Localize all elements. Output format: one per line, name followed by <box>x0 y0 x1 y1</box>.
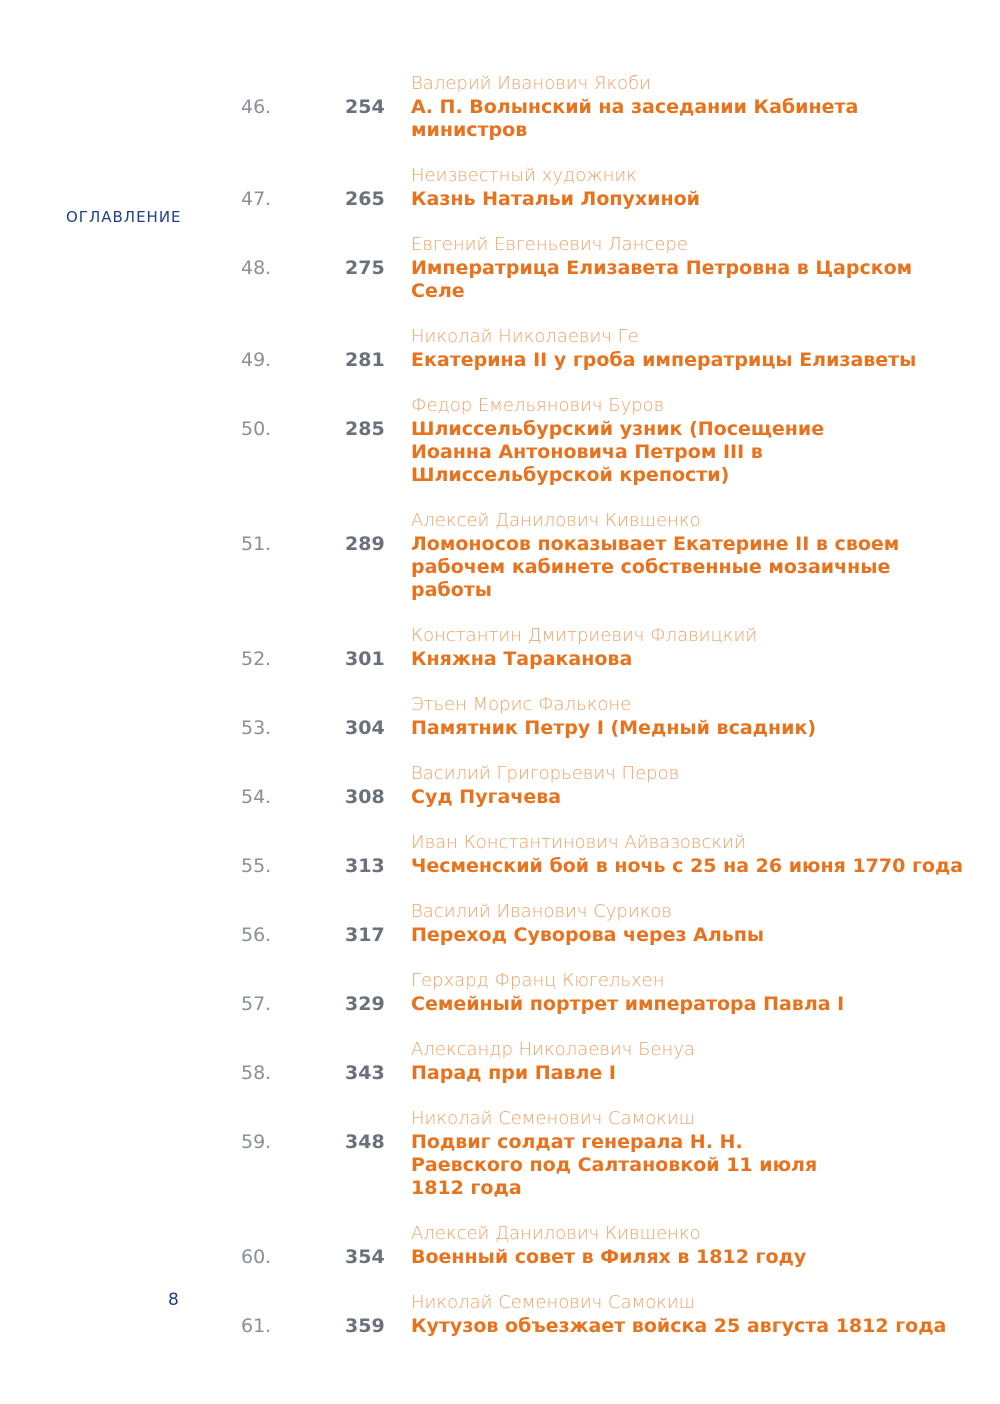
entry-author: Евгений Евгеньевич Лансере <box>411 234 688 255</box>
table-of-contents <box>0 72 1000 1360</box>
entry-page: 304 <box>345 717 385 739</box>
entry-title: Военный совет в Филях в 1812 году <box>411 1246 807 1268</box>
entry-author: Федор Емельянович Буров <box>411 395 665 416</box>
toc-entry[interactable] <box>0 762 1000 809</box>
entry-title: Памятник Петру I (Медный всадник) <box>411 717 817 739</box>
entry-author: Николай Семенович Самокиш <box>411 1292 696 1313</box>
entry-page: 313 <box>345 855 385 877</box>
entry-number: 56. <box>241 924 272 946</box>
entry-page: 317 <box>345 924 385 946</box>
entry-title: Семейный портрет императора Павла I <box>411 993 845 1015</box>
entry-author: Василий Иванович Суриков <box>411 901 672 922</box>
entry-number: 58. <box>241 1062 272 1084</box>
entry-page: 308 <box>345 786 385 808</box>
entry-page: 343 <box>345 1062 385 1084</box>
toc-entry[interactable] <box>0 72 1000 142</box>
entry-number: 48. <box>241 257 272 279</box>
entry-title: Чесменский бой в ночь с 25 на 26 июня 1770 года <box>411 855 964 877</box>
entry-author: Герхард Франц Кюгельхен <box>411 970 665 991</box>
entry-page: 354 <box>345 1246 385 1268</box>
section-title: ОГЛАВЛЕНИЕ <box>66 208 182 226</box>
toc-entry[interactable] <box>0 233 1000 303</box>
entry-title: Кутузов объезжает войска 25 августа 1812 года <box>411 1315 947 1337</box>
entry-title: Подвиг солдат генерала Н. Н. Раевского под Салтановкой 11 июля 1812 года <box>411 1131 818 1199</box>
entry-page: 285 <box>345 418 385 440</box>
entry-number: 54. <box>241 786 272 808</box>
entry-title: А. П. Волынский на заседании Кабинета министров <box>411 96 859 141</box>
entry-number: 46. <box>241 96 272 118</box>
toc-entry[interactable] <box>0 693 1000 740</box>
entry-number: 59. <box>241 1131 272 1153</box>
entry-author: Неизвестный художник <box>411 165 637 186</box>
entry-author: Алексей Данилович Кившенко <box>411 1223 701 1244</box>
entry-author: Валерий Иванович Якоби <box>411 73 652 94</box>
entry-author: Константин Дмитриевич Флавицкий <box>411 625 758 646</box>
toc-entry[interactable] <box>0 831 1000 878</box>
toc-entry[interactable] <box>0 1038 1000 1085</box>
entry-page: 289 <box>345 533 385 555</box>
entry-number: 57. <box>241 993 272 1015</box>
entry-page: 265 <box>345 188 385 210</box>
entry-page: 329 <box>345 993 385 1015</box>
entry-number: 53. <box>241 717 272 739</box>
entry-author: Василий Григорьевич Перов <box>411 763 680 784</box>
toc-entry[interactable] <box>0 1107 1000 1200</box>
entry-author: Александр Николаевич Бенуа <box>411 1039 695 1060</box>
entry-title: Казнь Натальи Лопухиной <box>411 188 700 210</box>
entry-title: Княжна Тараканова <box>411 648 633 670</box>
toc-entry[interactable] <box>0 394 1000 487</box>
toc-entry[interactable] <box>0 900 1000 947</box>
entry-author: Иван Константинович Айвазовский <box>411 832 746 853</box>
page-number: 8 <box>168 1290 179 1310</box>
toc-entry[interactable] <box>0 509 1000 602</box>
entry-title: Парад при Павле I <box>411 1062 616 1084</box>
entry-number: 55. <box>241 855 272 877</box>
entry-number: 49. <box>241 349 272 371</box>
entry-title: Императрица Елизавета Петровна в Царском Селе <box>411 257 913 302</box>
entry-number: 51. <box>241 533 272 555</box>
entry-author: Николай Семенович Самокиш <box>411 1108 696 1129</box>
entry-title: Шлиссельбурский узник (Посещение Иоанна Антоновича Петром III в Шлиссельбурской крепости) <box>411 418 825 486</box>
entry-page: 301 <box>345 648 385 670</box>
entry-page: 254 <box>345 96 385 118</box>
entry-number: 52. <box>241 648 272 670</box>
entry-author: Алексей Данилович Кившенко <box>411 510 701 531</box>
toc-entry[interactable] <box>0 325 1000 372</box>
entry-number: 47. <box>241 188 272 210</box>
toc-entry[interactable] <box>0 969 1000 1016</box>
entry-number: 50. <box>241 418 272 440</box>
entry-author: Этьен Морис Фальконе <box>411 694 632 715</box>
toc-entry[interactable] <box>0 624 1000 671</box>
entry-title: Суд Пугачева <box>411 786 562 808</box>
toc-entry[interactable] <box>0 1291 1000 1338</box>
entry-number: 60. <box>241 1246 272 1268</box>
entry-number: 61. <box>241 1315 272 1337</box>
entry-author: Николай Николаевич Ге <box>411 326 639 347</box>
entry-page: 275 <box>345 257 385 279</box>
toc-entry[interactable] <box>0 1222 1000 1269</box>
entry-page: 281 <box>345 349 385 371</box>
entry-title: Переход Суворова через Альпы <box>411 924 765 946</box>
entry-title: Екатерина II у гроба императрицы Елизаветы <box>411 349 917 371</box>
entry-page: 359 <box>345 1315 385 1337</box>
entry-page: 348 <box>345 1131 385 1153</box>
entry-title: Ломоносов показывает Екатерине II в своем рабочем кабинете собственные мозаичные работы <box>411 533 900 601</box>
toc-entry[interactable] <box>0 164 1000 211</box>
